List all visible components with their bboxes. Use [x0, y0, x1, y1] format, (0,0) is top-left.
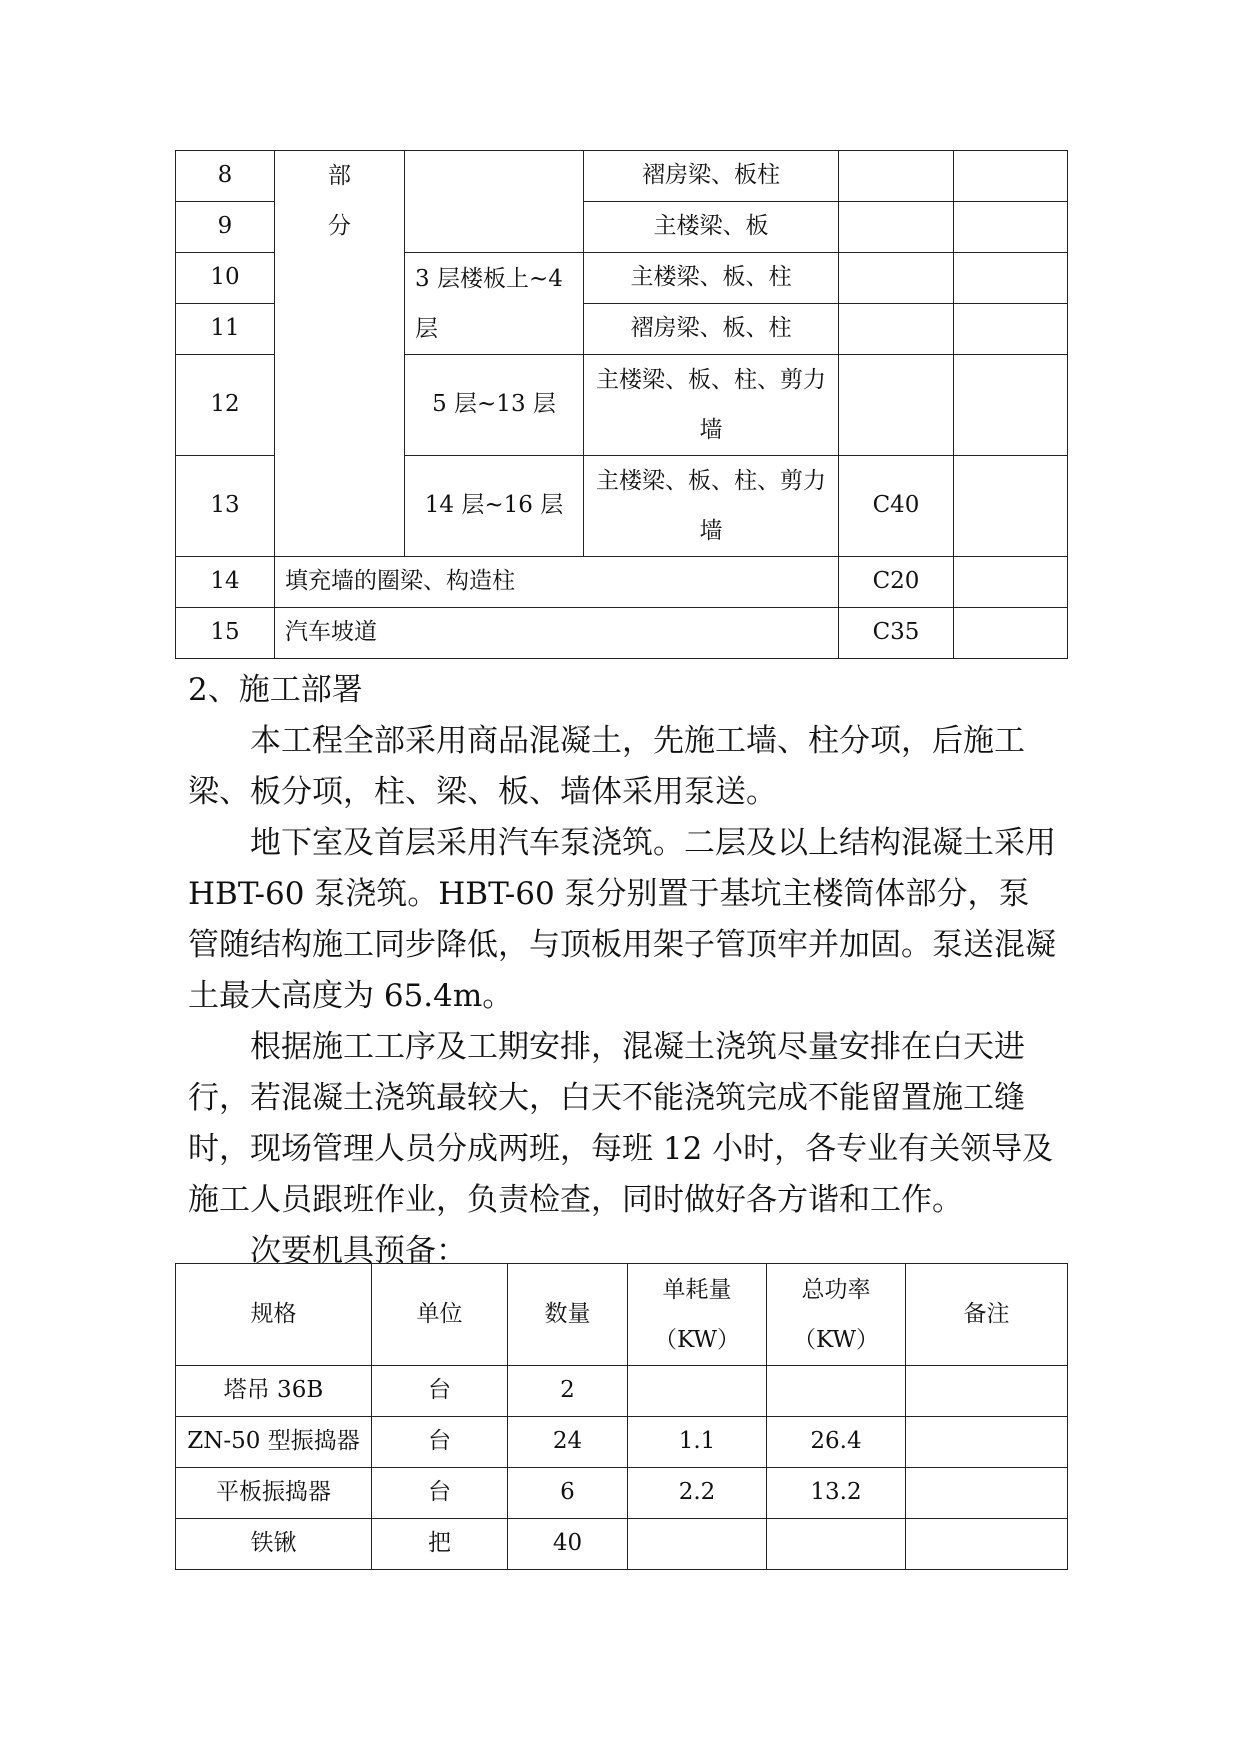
part-cell: 主楼梁、板、柱、剪力墙: [584, 456, 839, 557]
header-unit-power-line1: 单耗量: [662, 1276, 732, 1303]
spec-cell: 铁锹: [176, 1519, 372, 1570]
table-header-row: [176, 1264, 1068, 1366]
group-char: 分: [328, 213, 351, 239]
item-cell: 填充墙的圈梁、构造柱: [275, 557, 839, 608]
table-row: [176, 151, 1068, 202]
floor-cell: [405, 151, 584, 253]
note-cell: [906, 1468, 1068, 1519]
qty-cell: 2: [508, 1366, 628, 1417]
qty-cell: 6: [508, 1468, 628, 1519]
grade-cell: [839, 202, 954, 253]
header-unit: 单位: [372, 1264, 508, 1366]
row-number: 14: [176, 557, 275, 608]
part-cell: 褶房梁、板、柱: [584, 304, 839, 355]
row-number: 12: [176, 355, 275, 456]
grade-cell: [839, 355, 954, 456]
paragraph: 地下室及首层采用汽车泵浇筑。二层及以上结构混凝土采用 HBT-60 泵浇筑。HBT-60 泵分别置于基坑主楼筒体部分，泵管随结构施工同步降低，与顶板用架子管顶牢并加固。泵送混凝土最大高度为 65.4m。: [188, 825, 1056, 1014]
total-power-cell: [767, 1519, 906, 1570]
unit-power-cell: [628, 1366, 767, 1417]
grade-cell: C35: [839, 608, 954, 659]
row-number: 8: [176, 151, 275, 202]
row-number: 13: [176, 456, 275, 557]
grade-cell: [839, 253, 954, 304]
header-total-power-line1: 总功率: [801, 1276, 871, 1303]
header-spec: 规格: [176, 1264, 372, 1366]
paragraph: 本工程全部采用商品混凝土，先施工墙、柱分项，后施工梁、板分项，柱、梁、板、墙体采用泵送。: [188, 723, 1025, 810]
note-cell: [906, 1519, 1068, 1570]
section-heading: 2、施工部署: [188, 672, 363, 708]
unit-power-cell: 1.1: [628, 1417, 767, 1468]
note-cell: [906, 1417, 1068, 1468]
grade-cell: C40: [839, 456, 954, 557]
note-cell: [954, 456, 1068, 557]
header-total-power: [767, 1264, 906, 1366]
note-cell: [954, 202, 1068, 253]
floor-cell: 14 层~16 层: [405, 456, 584, 557]
table-row: [176, 608, 1068, 659]
note-cell: [954, 608, 1068, 659]
grade-cell: [839, 151, 954, 202]
header-total-power-line2: （KW）: [792, 1326, 879, 1353]
spec-cell: 塔吊 36B: [176, 1366, 372, 1417]
concrete-grade-table: [175, 150, 1068, 659]
table-row: [176, 557, 1068, 608]
grade-cell: C20: [839, 557, 954, 608]
part-cell: 主楼梁、板、柱、剪力墙: [584, 355, 839, 456]
floor-cell: 5 层~13 层: [405, 355, 584, 456]
header-unit-power: [628, 1264, 767, 1366]
unit-cell: 把: [372, 1519, 508, 1570]
table-row: [176, 1366, 1068, 1417]
group-label: [275, 151, 405, 557]
grade-cell: [839, 304, 954, 355]
unit-cell: 台: [372, 1366, 508, 1417]
unit-power-cell: [628, 1519, 767, 1570]
paragraph: 根据施工工序及工期安排，混凝土浇筑尽量安排在白天进行，若混凝土浇筑最较大，白天不能浇筑完成不能留置施工缝时，现场管理人员分成两班，每班 12 小时，各专业有关领导及施工人员跟班作业，负责检查，同时做好各方谐和工作。: [188, 1029, 1054, 1218]
floor-cell: 3 层楼板上~4 层: [405, 253, 584, 355]
row-number: 11: [176, 304, 275, 355]
spec-cell: ZN-50 型振捣器: [176, 1417, 372, 1468]
note-cell: [954, 557, 1068, 608]
note-cell: [954, 253, 1068, 304]
total-power-cell: 26.4: [767, 1417, 906, 1468]
header-unit-power-line2: （KW）: [653, 1326, 740, 1353]
group-char: 部: [328, 163, 351, 189]
note-cell: [954, 355, 1068, 456]
table-row: [176, 1468, 1068, 1519]
paragraph: 次要机具预备：: [250, 1233, 467, 1269]
note-cell: [906, 1366, 1068, 1417]
total-power-cell: 13.2: [767, 1468, 906, 1519]
unit-cell: 台: [372, 1468, 508, 1519]
part-cell: 褶房梁、板柱: [584, 151, 839, 202]
row-number: 9: [176, 202, 275, 253]
part-cell: 主楼梁、板: [584, 202, 839, 253]
unit-power-cell: 2.2: [628, 1468, 767, 1519]
spec-cell: 平板振捣器: [176, 1468, 372, 1519]
header-qty: 数量: [508, 1264, 628, 1366]
table-row: [176, 1519, 1068, 1570]
header-note: 备注: [906, 1264, 1068, 1366]
row-number: 10: [176, 253, 275, 304]
qty-cell: 24: [508, 1417, 628, 1468]
note-cell: [954, 304, 1068, 355]
qty-cell: 40: [508, 1519, 628, 1570]
equipment-table: [175, 1263, 1068, 1570]
note-cell: [954, 151, 1068, 202]
table-row: [176, 1417, 1068, 1468]
total-power-cell: [767, 1366, 906, 1417]
item-cell: 汽车坡道: [275, 608, 839, 659]
unit-cell: 台: [372, 1417, 508, 1468]
part-cell: 主楼梁、板、柱: [584, 253, 839, 304]
row-number: 15: [176, 608, 275, 659]
